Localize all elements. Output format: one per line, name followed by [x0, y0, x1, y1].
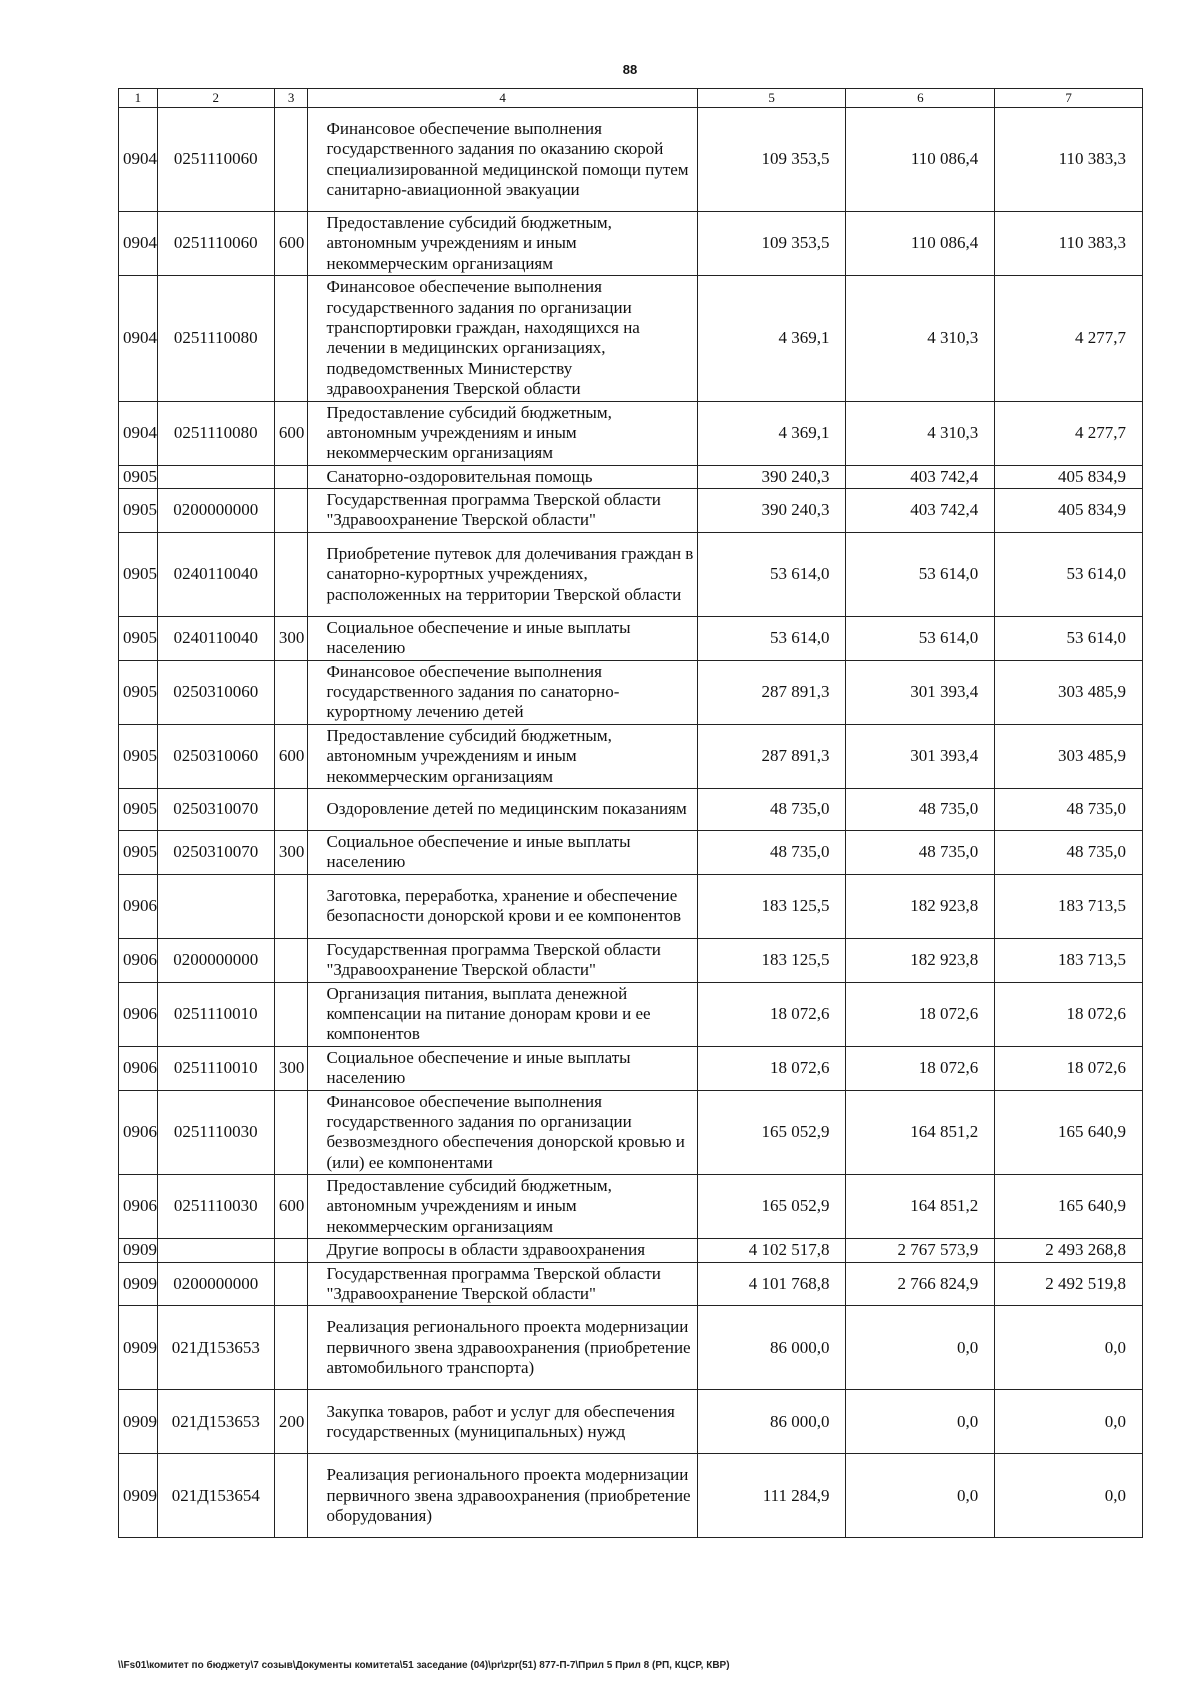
amount-col5-cell: 165 052,9 — [697, 1175, 846, 1239]
amount-col7-cell: 4 277,7 — [995, 401, 1143, 465]
table-row — [119, 724, 1143, 788]
item-name-cell: Финансовое обеспечение выполнения государственного задания по организации транспортировки граждан, находящихся на лечении в медицинских организациях, подведомственных Министерству здравоохранения Тверской области — [308, 276, 697, 401]
section-code-cell: 0904 — [119, 276, 158, 401]
expense-type-cell: 600 — [274, 212, 308, 276]
item-name-cell: Реализация регионального проекта модернизации первичного звена здравоохранения (приобретение автомобильного транспорта) — [308, 1306, 697, 1390]
expense-type-cell — [274, 489, 308, 533]
amount-col6-cell: 403 742,4 — [846, 465, 995, 488]
amount-col6-cell: 0,0 — [846, 1454, 995, 1538]
expense-type-cell — [274, 1306, 308, 1390]
amount-col6-cell: 164 851,2 — [846, 1175, 995, 1239]
target-article-cell: 021Д153654 — [157, 1454, 274, 1538]
target-article-cell: 0251110080 — [157, 276, 274, 401]
expense-type-cell: 600 — [274, 401, 308, 465]
amount-col7-cell: 53 614,0 — [995, 616, 1143, 660]
target-article-cell: 0250310070 — [157, 788, 274, 830]
table-row — [119, 1175, 1143, 1239]
amount-col5-cell: 4 369,1 — [697, 401, 846, 465]
column-header: 6 — [846, 89, 995, 108]
section-code-cell: 0906 — [119, 874, 158, 938]
amount-col6-cell: 48 735,0 — [846, 788, 995, 830]
amount-col7-cell: 303 485,9 — [995, 660, 1143, 724]
section-code-cell: 0909 — [119, 1454, 158, 1538]
section-code-cell: 0909 — [119, 1390, 158, 1454]
file-path-footer: \\Fs01\комитет по бюджету\7 созыв\Документы комитета\51 заседание (04)\pr\zpr(51) 877-П-7\Прил 5 Прил 8 (РП, КЦСР, КВР) — [118, 1660, 730, 1671]
amount-col6-cell: 2 767 573,9 — [846, 1239, 995, 1262]
amount-col7-cell: 2 492 519,8 — [995, 1262, 1143, 1306]
table-row — [119, 660, 1143, 724]
amount-col5-cell: 183 125,5 — [697, 938, 846, 982]
expense-type-cell: 300 — [274, 616, 308, 660]
amount-col7-cell: 0,0 — [995, 1390, 1143, 1454]
table-row — [119, 1454, 1143, 1538]
amount-col7-cell: 405 834,9 — [995, 465, 1143, 488]
table-row — [119, 1306, 1143, 1390]
amount-col6-cell: 164 851,2 — [846, 1090, 995, 1175]
table-row — [119, 489, 1143, 533]
amount-col7-cell: 48 735,0 — [995, 830, 1143, 874]
expense-type-cell — [274, 108, 308, 212]
table-row — [119, 874, 1143, 938]
item-name-cell: Предоставление субсидий бюджетным, автономным учреждениям и иным некоммерческим организациям — [308, 1175, 697, 1239]
section-code-cell: 0906 — [119, 1046, 158, 1090]
amount-col5-cell: 18 072,6 — [697, 982, 846, 1046]
header-row — [119, 89, 1143, 108]
table-row — [119, 276, 1143, 401]
table-row — [119, 212, 1143, 276]
expense-type-cell: 300 — [274, 1046, 308, 1090]
amount-col7-cell: 0,0 — [995, 1306, 1143, 1390]
section-code-cell: 0904 — [119, 401, 158, 465]
section-code-cell: 0906 — [119, 1090, 158, 1175]
item-name-cell: Приобретение путевок для долечивания граждан в санаторно-курортных учреждениях, расположенных на территории Тверской области — [308, 532, 697, 616]
amount-col5-cell: 111 284,9 — [697, 1454, 846, 1538]
amount-col6-cell: 301 393,4 — [846, 660, 995, 724]
section-code-cell: 0904 — [119, 108, 158, 212]
item-name-cell: Организация питания, выплата денежной компенсации на питание донорам крови и ее компонентов — [308, 982, 697, 1046]
section-code-cell: 0909 — [119, 1306, 158, 1390]
item-name-cell: Другие вопросы в области здравоохранения — [308, 1239, 697, 1262]
target-article-cell: 0251110060 — [157, 108, 274, 212]
amount-col7-cell: 165 640,9 — [995, 1090, 1143, 1175]
amount-col7-cell: 18 072,6 — [995, 1046, 1143, 1090]
target-article-cell: 0251110030 — [157, 1090, 274, 1175]
amount-col5-cell: 109 353,5 — [697, 212, 846, 276]
amount-col6-cell: 18 072,6 — [846, 982, 995, 1046]
item-name-cell: Финансовое обеспечение выполнения государственного задания по санаторно-курортному лечению детей — [308, 660, 697, 724]
amount-col5-cell: 86 000,0 — [697, 1390, 846, 1454]
page-number: 88 — [622, 62, 638, 77]
expense-type-cell: 300 — [274, 830, 308, 874]
amount-col6-cell: 0,0 — [846, 1306, 995, 1390]
item-name-cell: Предоставление субсидий бюджетным, автономным учреждениям и иным некоммерческим организациям — [308, 401, 697, 465]
expense-type-cell — [274, 1239, 308, 1262]
amount-col7-cell: 183 713,5 — [995, 938, 1143, 982]
expense-type-cell: 600 — [274, 1175, 308, 1239]
amount-col5-cell: 53 614,0 — [697, 616, 846, 660]
target-article-cell: 0240110040 — [157, 532, 274, 616]
target-article-cell: 0251110080 — [157, 401, 274, 465]
item-name-cell: Государственная программа Тверской области "Здравоохранение Тверской области" — [308, 489, 697, 533]
amount-col5-cell: 18 072,6 — [697, 1046, 846, 1090]
amount-col6-cell: 0,0 — [846, 1390, 995, 1454]
section-code-cell: 0905 — [119, 616, 158, 660]
amount-col6-cell: 2 766 824,9 — [846, 1262, 995, 1306]
expense-type-cell — [274, 874, 308, 938]
expense-type-cell — [274, 276, 308, 401]
amount-col5-cell: 53 614,0 — [697, 532, 846, 616]
expense-type-cell — [274, 532, 308, 616]
target-article-cell — [157, 465, 274, 488]
table-row — [119, 1239, 1143, 1262]
table-row — [119, 616, 1143, 660]
table-row — [119, 1390, 1143, 1454]
expense-type-cell — [274, 938, 308, 982]
amount-col5-cell: 48 735,0 — [697, 788, 846, 830]
column-header: 7 — [995, 89, 1143, 108]
amount-col6-cell: 53 614,0 — [846, 532, 995, 616]
target-article-cell: 0251110030 — [157, 1175, 274, 1239]
amount-col6-cell: 48 735,0 — [846, 830, 995, 874]
section-code-cell: 0906 — [119, 1175, 158, 1239]
item-name-cell: Предоставление субсидий бюджетным, автономным учреждениям и иным некоммерческим организациям — [308, 212, 697, 276]
expense-type-cell — [274, 1262, 308, 1306]
amount-col5-cell: 4 369,1 — [697, 276, 846, 401]
amount-col6-cell: 182 923,8 — [846, 938, 995, 982]
item-name-cell: Оздоровление детей по медицинским показаниям — [308, 788, 697, 830]
item-name-cell: Социальное обеспечение и иные выплаты населению — [308, 1046, 697, 1090]
amount-col5-cell: 390 240,3 — [697, 465, 846, 488]
column-header: 1 — [119, 89, 158, 108]
section-code-cell: 0904 — [119, 212, 158, 276]
section-code-cell: 0909 — [119, 1239, 158, 1262]
expense-type-cell: 600 — [274, 724, 308, 788]
table-row — [119, 1046, 1143, 1090]
expense-type-cell — [274, 982, 308, 1046]
amount-col7-cell: 0,0 — [995, 1454, 1143, 1538]
section-code-cell: 0905 — [119, 724, 158, 788]
expense-type-cell — [274, 1454, 308, 1538]
table-row — [119, 982, 1143, 1046]
table-row — [119, 108, 1143, 212]
amount-col7-cell: 18 072,6 — [995, 982, 1143, 1046]
target-article-cell: 0200000000 — [157, 489, 274, 533]
item-name-cell: Заготовка, переработка, хранение и обеспечение безопасности донорской крови и ее компонентов — [308, 874, 697, 938]
expense-type-cell: 200 — [274, 1390, 308, 1454]
amount-col7-cell: 2 493 268,8 — [995, 1239, 1143, 1262]
amount-col5-cell: 165 052,9 — [697, 1090, 846, 1175]
item-name-cell: Предоставление субсидий бюджетным, автономным учреждениям и иным некоммерческим организациям — [308, 724, 697, 788]
expense-type-cell — [274, 660, 308, 724]
section-code-cell: 0905 — [119, 489, 158, 533]
target-article-cell: 0251110010 — [157, 1046, 274, 1090]
section-code-cell: 0906 — [119, 938, 158, 982]
expense-type-cell — [274, 788, 308, 830]
section-code-cell: 0905 — [119, 788, 158, 830]
section-code-cell: 0909 — [119, 1262, 158, 1306]
table-row — [119, 465, 1143, 488]
amount-col5-cell: 86 000,0 — [697, 1306, 846, 1390]
amount-col6-cell: 4 310,3 — [846, 276, 995, 401]
table-row — [119, 1262, 1143, 1306]
item-name-cell: Социальное обеспечение и иные выплаты населению — [308, 616, 697, 660]
amount-col5-cell: 390 240,3 — [697, 489, 846, 533]
target-article-cell: 0251110010 — [157, 982, 274, 1046]
amount-col5-cell: 48 735,0 — [697, 830, 846, 874]
column-header: 2 — [157, 89, 274, 108]
amount-col7-cell: 183 713,5 — [995, 874, 1143, 938]
amount-col7-cell: 405 834,9 — [995, 489, 1143, 533]
amount-col6-cell: 110 086,4 — [846, 212, 995, 276]
table-row — [119, 1090, 1143, 1175]
amount-col7-cell: 110 383,3 — [995, 108, 1143, 212]
column-header: 5 — [697, 89, 846, 108]
item-name-cell: Социальное обеспечение и иные выплаты населению — [308, 830, 697, 874]
target-article-cell: 0250310060 — [157, 724, 274, 788]
amount-col6-cell: 301 393,4 — [846, 724, 995, 788]
amount-col7-cell: 165 640,9 — [995, 1175, 1143, 1239]
target-article-cell: 0200000000 — [157, 938, 274, 982]
amount-col5-cell: 287 891,3 — [697, 660, 846, 724]
table-row — [119, 788, 1143, 830]
target-article-cell: 0251110060 — [157, 212, 274, 276]
expense-type-cell — [274, 465, 308, 488]
target-article-cell: 021Д153653 — [157, 1306, 274, 1390]
target-article-cell: 0200000000 — [157, 1262, 274, 1306]
item-name-cell: Финансовое обеспечение выполнения государственного задания по оказанию скорой специализированной медицинской помощи путем санитарно-авиационной эвакуации — [308, 108, 697, 212]
amount-col6-cell: 110 086,4 — [846, 108, 995, 212]
budget-table — [118, 88, 1143, 1538]
amount-col7-cell: 303 485,9 — [995, 724, 1143, 788]
amount-col5-cell: 109 353,5 — [697, 108, 846, 212]
table-row — [119, 938, 1143, 982]
item-name-cell: Реализация регионального проекта модернизации первичного звена здравоохранения (приобретение оборудования) — [308, 1454, 697, 1538]
target-article-cell — [157, 874, 274, 938]
section-code-cell: 0905 — [119, 465, 158, 488]
item-name-cell: Финансовое обеспечение выполнения государственного задания по организации безвозмездного обеспечения донорской кровью и (или) ее компонентами — [308, 1090, 697, 1175]
target-article-cell: 0250310060 — [157, 660, 274, 724]
section-code-cell: 0905 — [119, 532, 158, 616]
column-header: 3 — [274, 89, 308, 108]
amount-col6-cell: 4 310,3 — [846, 401, 995, 465]
section-code-cell: 0905 — [119, 830, 158, 874]
amount-col6-cell: 53 614,0 — [846, 616, 995, 660]
target-article-cell — [157, 1239, 274, 1262]
amount-col7-cell: 48 735,0 — [995, 788, 1143, 830]
amount-col7-cell: 53 614,0 — [995, 532, 1143, 616]
section-code-cell: 0906 — [119, 982, 158, 1046]
item-name-cell: Государственная программа Тверской области "Здравоохранение Тверской области" — [308, 938, 697, 982]
item-name-cell: Государственная программа Тверской области "Здравоохранение Тверской области" — [308, 1262, 697, 1306]
target-article-cell: 0240110040 — [157, 616, 274, 660]
amount-col5-cell: 4 102 517,8 — [697, 1239, 846, 1262]
amount-col6-cell: 18 072,6 — [846, 1046, 995, 1090]
table-row — [119, 532, 1143, 616]
expense-type-cell — [274, 1090, 308, 1175]
amount-col7-cell: 110 383,3 — [995, 212, 1143, 276]
amount-col5-cell: 287 891,3 — [697, 724, 846, 788]
target-article-cell: 021Д153653 — [157, 1390, 274, 1454]
amount-col7-cell: 4 277,7 — [995, 276, 1143, 401]
table-row — [119, 401, 1143, 465]
amount-col5-cell: 4 101 768,8 — [697, 1262, 846, 1306]
amount-col6-cell: 403 742,4 — [846, 489, 995, 533]
column-header: 4 — [308, 89, 697, 108]
amount-col6-cell: 182 923,8 — [846, 874, 995, 938]
target-article-cell: 0250310070 — [157, 830, 274, 874]
amount-col5-cell: 183 125,5 — [697, 874, 846, 938]
item-name-cell: Закупка товаров, работ и услуг для обеспечения государственных (муниципальных) нужд — [308, 1390, 697, 1454]
table-row — [119, 830, 1143, 874]
item-name-cell: Санаторно-оздоровительная помощь — [308, 465, 697, 488]
section-code-cell: 0905 — [119, 660, 158, 724]
